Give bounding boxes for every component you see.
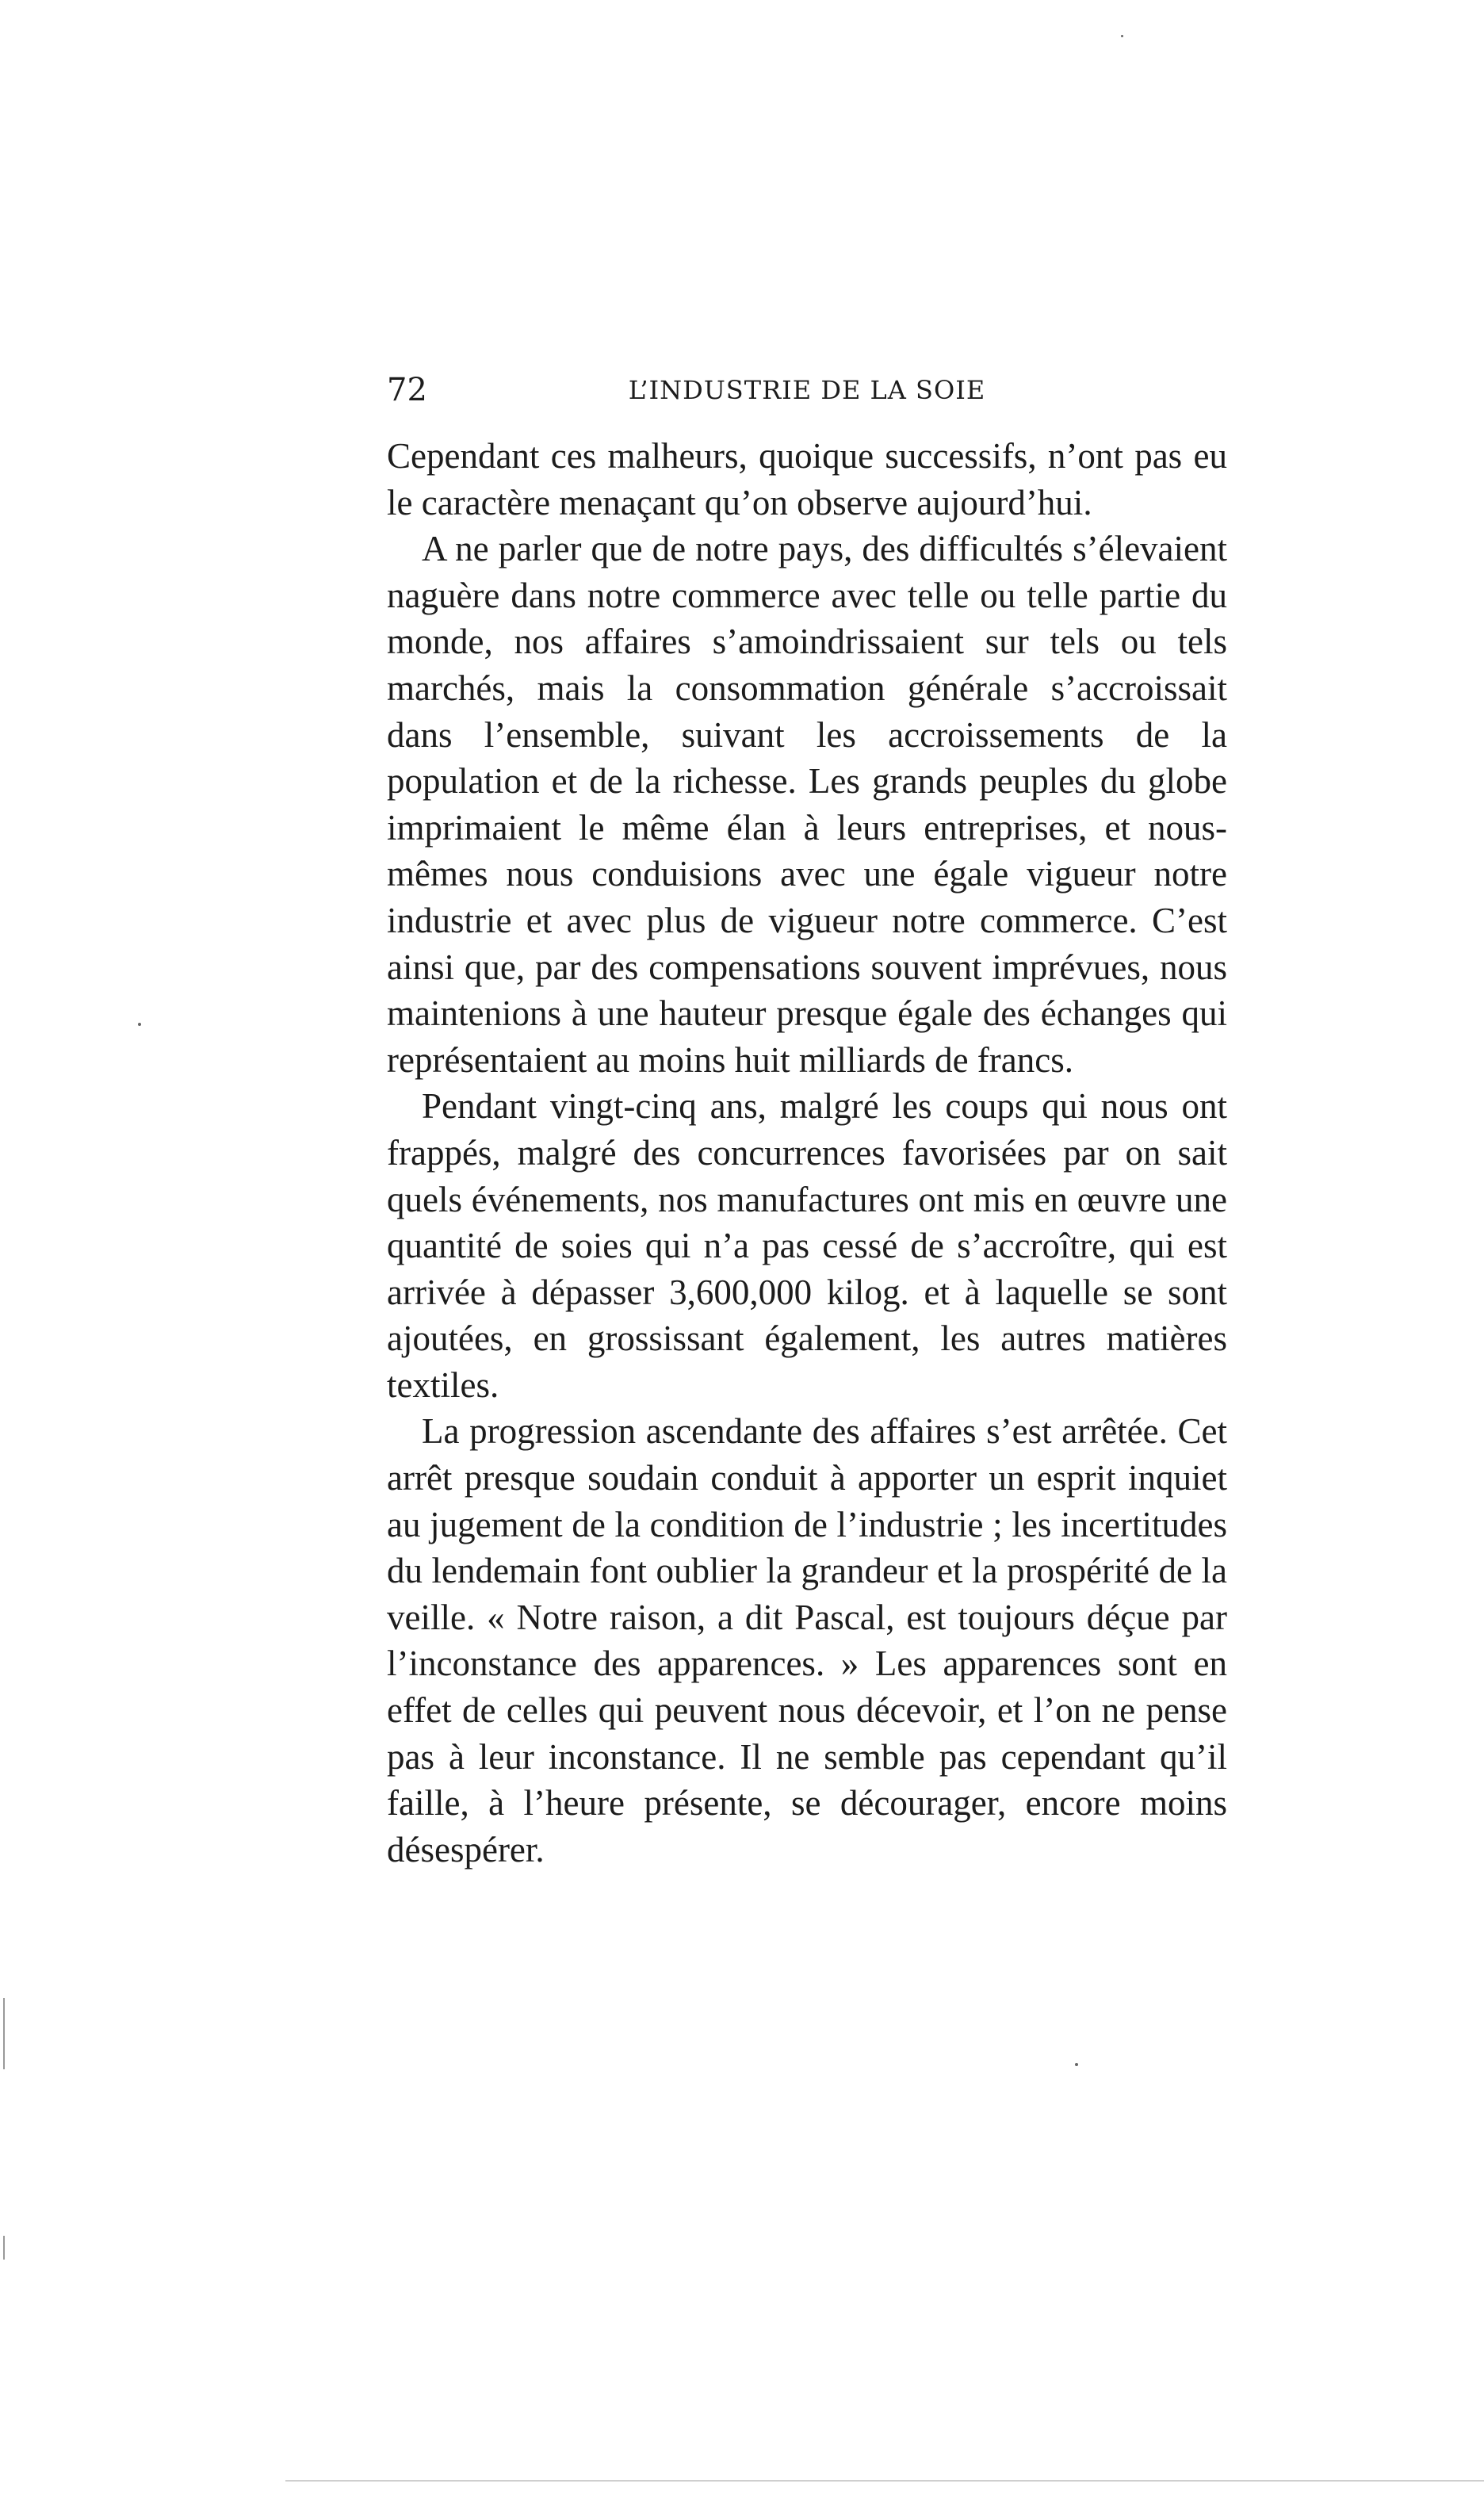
running-title: L’INDUSTRIE DE LA SOIE: [628, 375, 986, 405]
page-header: [387, 366, 1227, 414]
body-text: [387, 433, 1227, 1873]
scan-edge-mark: [3, 1998, 5, 2069]
scan-bottom-edge: [285, 2480, 1484, 2482]
paragraph: Cependant ces malheurs, quoique successifs, n’ont pas eu le caractère menaçant qu’on observe aujourd’hui.: [387, 436, 1227, 522]
scan-speck: [1121, 35, 1123, 37]
scan-speck: [138, 1023, 141, 1026]
scan-edge-mark: [3, 2236, 5, 2260]
paragraph: Pendant vingt-cinq ans, malgré les coups qui nous ont frappés, malgré des concurrences favorisées par on sait quels événements, nos manufactures ont mis en œuvre une quantité de soies qui n’a pas cessé de s’accroître, qui est arrivée à dépasser 3,600,000 kilog. et à laquelle se sont ajoutées, en grossissant également, les autres matières textiles.: [387, 1086, 1227, 1405]
page-number: 72: [387, 372, 427, 408]
paragraph: A ne parler que de notre pays, des difficultés s’élevaient naguère dans notre commerce avec telle ou telle partie du monde, nos affaires s’amoindrissaient sur tels ou tels marchés, mais la consommation générale s’accroissait dans l’ensemble, suivant les accroissements de la population et de la richesse. Les grands peuples du globe imprimaient le même élan à leurs entreprises, et nous-mêmes nous conduisions avec une égale vigueur notre industrie et avec plus de vigueur notre commerce. C’est ainsi que, par des compensations souvent imprévues, nous maintenions à une hauteur presque égale des échanges qui représentaient au moins huit milliards de francs.: [387, 529, 1227, 1080]
scan-speck: [1075, 2063, 1078, 2066]
paragraph: La progression ascendante des affaires s’est arrêtée. Cet arrêt presque soudain conduit à apporter un esprit inquiet au jugement de la condition de l’industrie ; les incertitudes du lendemain font oublier la grandeur et la prospérité de la veille. « Notre raison, a dit Pascal, est toujours déçue par l’inconstance des apparences. » Les apparences sont en effet de celles qui peuvent nous décevoir, et l’on ne pense pas à leur inconstance. Il ne semble pas cependant qu’il faille, à l’heure présente, se décourager, encore moins désespérer.: [387, 1411, 1227, 1869]
